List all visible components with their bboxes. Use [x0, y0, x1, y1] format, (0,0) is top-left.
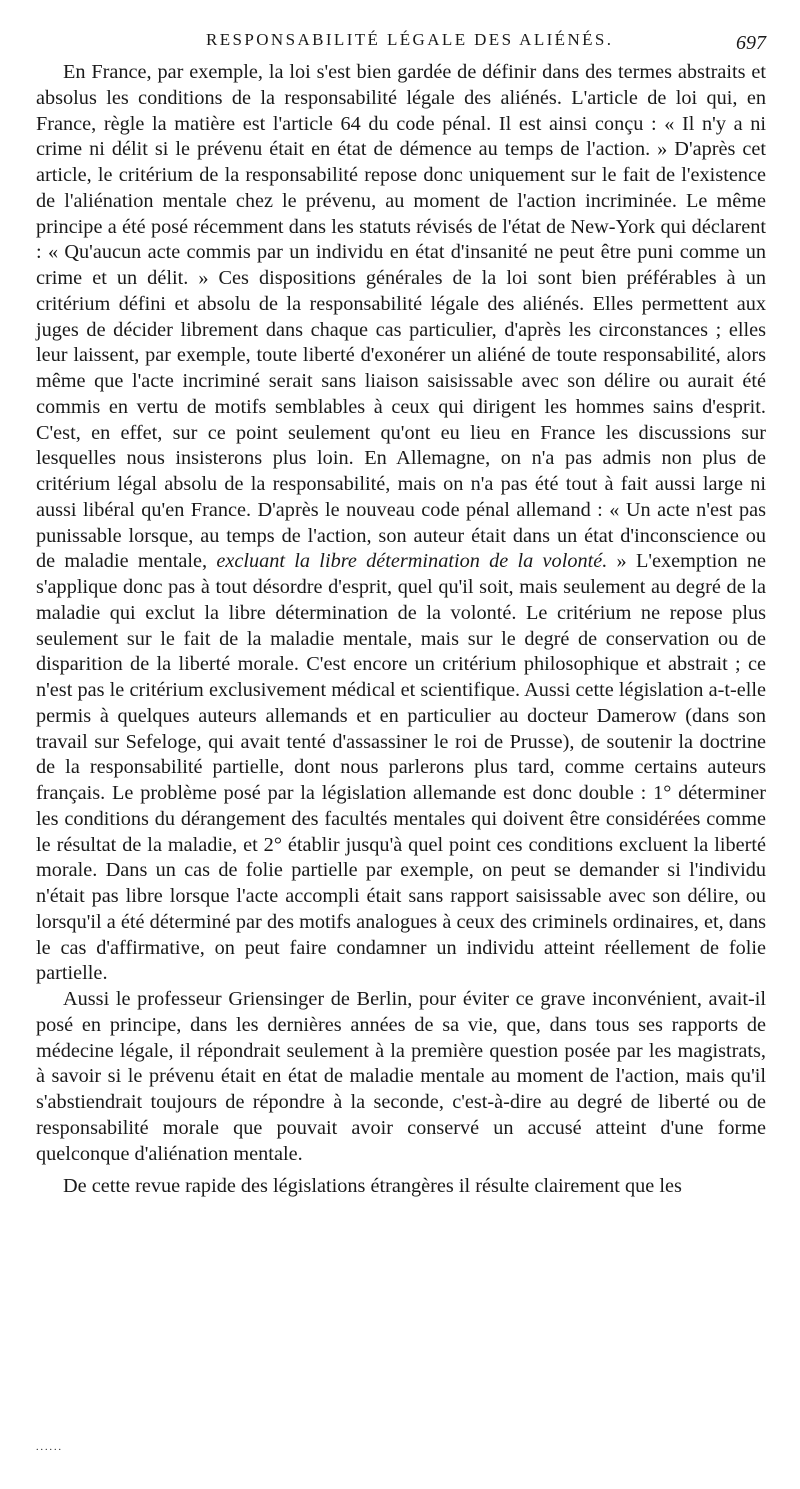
paragraph-1-text: En France, par exemple, la loi s'est bien gardée de définir dans des termes abstraits et absolus les conditions de la responsabilité légale des aliénés. L'article de loi qui, en France, règle la matière est l'article 64 du code pénal. Il est ainsi conçu : « Il n'y a ni crime ni délit si le prévenu était en état de démence au temps de l'action. » D'après cet article, le critérium de la responsabilité repose donc uniquement sur le fait de l'existence de l'aliénation mentale chez le prévenu, au moment de l'action incriminée. Le même principe a été posé récemment dans les statuts révisés de l'état de New-York qui déclarent : « Qu'aucun acte commis par un individu en état d'insanité ne peut être puni comme un crime et un délit. » Ces dispositions générales de la loi sont bien préférables à un critérium défini et absolu de la responsabilité légale des aliénés. Elles permettent aux juges de décider librement dans chaque cas particulier, d'après les circonstances ; elles leur laissent, par exemple, toute liberté d'exonérer un aliéné de toute responsabilité, alors même que l'acte incriminé serait sans liaison saisissable avec son délire ou aurait été commis en vertu de motifs semblables à ceux qui dirigent les hommes sains d'esprit. C'est, en effet, sur ce point seulement qu'ont eu lieu en France les discussions sur lesquelles nous insisterons plus loin. En Allemagne, on n'a pas admis non plus de critérium légal absolu de la responsabilité, mais on n'a pas été tout à fait aussi large ni aussi libéral qu'en France. D'après le nouveau code pénal allemand : « Un acte n'est pas punissable lorsque, au temps de l'action, son auteur était dans un état d'inconscience ou de maladie mentale,	[36, 61, 766, 573]
running-title: RESPONSABILITÉ LÉGALE DES ALIÉNÉS.	[206, 30, 614, 49]
page-number: 697	[736, 32, 766, 54]
paragraph-1	[36, 60, 766, 987]
footer-leader-dots: ......	[36, 1442, 63, 1453]
paragraph-3: De cette revue rapide des législations étrangères il résulte clairement que les	[63, 1175, 682, 1198]
body-text	[36, 60, 766, 1200]
paragraph-1-emphasis: excluant la libre détermination de la volonté.	[216, 550, 608, 573]
running-header	[36, 30, 766, 58]
paragraph-2: Aussi le professeur Griensinger de Berlin, pour éviter ce grave inconvénient, avait-il posé en principe, dans les dernières années de sa vie, que, dans tous ses rapports de médecine légale, il répondrait seulement à la première question posée par les magistrats, à savoir si le prévenu était en état de maladie mentale au moment de l'action, mais qu'il s'abstiendrait toujours de répondre à la seconde, c'est-à-dire au degré de liberté ou de responsabilité morale que pouvait avoir conservé un accusé atteint d'une forme quelconque d'aliénation mentale.	[36, 988, 766, 1165]
paragraph-1-text-continued: » L'exemption ne s'applique donc pas à tout désordre d'esprit, quel qu'il soit, mais seulement au degré de la maladie qui exclut la libre détermination de la volonté. Le critérium ne repose plus seulement sur le fait de la maladie mentale, mais sur le degré de conservation ou de disparition de la liberté morale. C'est encore un critérium philosophique et abstrait ; ce n'est pas le critérium exclusivement médical et scientifique. Aussi cette législation a-t-elle permis à quelques auteurs allemands et en particulier au docteur Damerow (dans son travail sur Sefeloge, qui avait tenté d'assassiner le roi de Prusse), de soutenir la doctrine de la responsabilité partielle, dont nous parlerons plus tard, comme certains auteurs français. Le problème posé par la législation allemande est donc double : 1° déterminer les conditions du dérangement des facultés mentales qui doivent être considérées comme le résultat de la maladie, et 2° établir jusqu'à quel point ces conditions excluent la liberté morale. Dans un cas de folie partielle par exemple, on peut se demander si l'individu n'était pas libre lorsque l'acte accompli était sans rapport saisissable avec son délire, ou lorsqu'il a été déterminé par des motifs analogues à ceux des criminels ordinaires, et, dans le cas d'affirmative, on peut faire condamner un individu atteint réellement de folie partielle.	[36, 550, 766, 985]
